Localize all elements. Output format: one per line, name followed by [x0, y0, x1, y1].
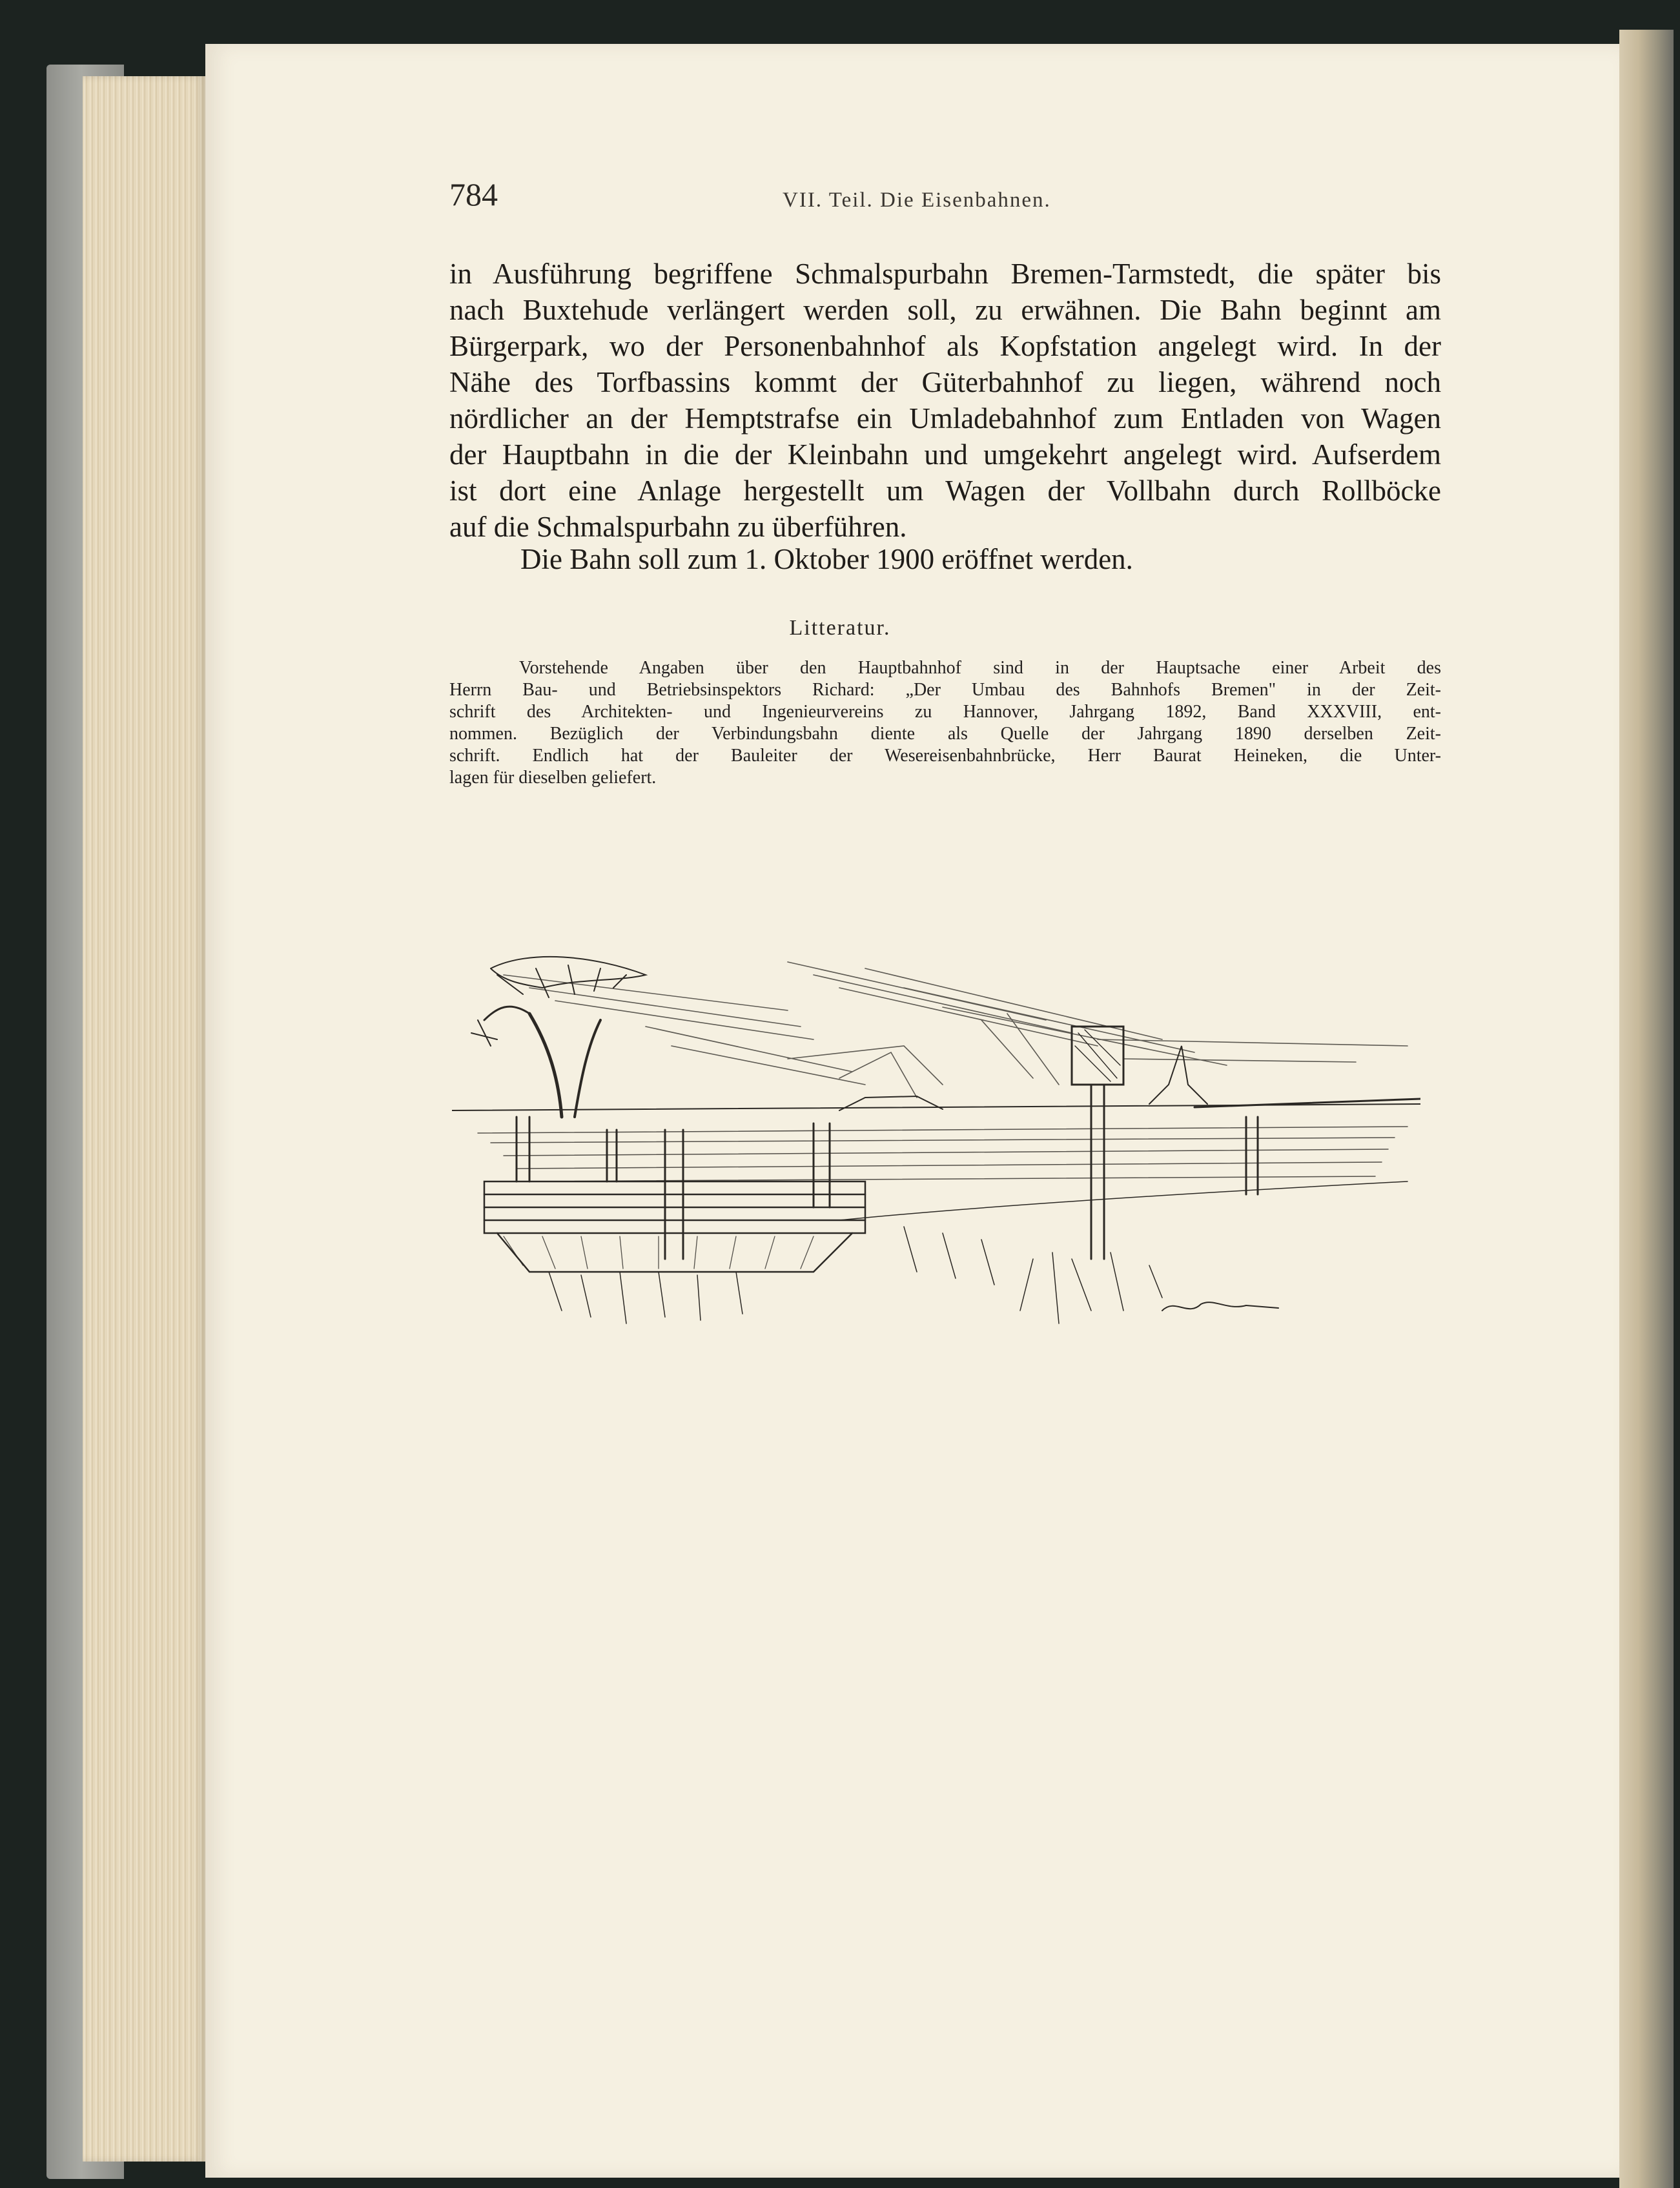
literature-line: lagen für dieselben geliefert.	[449, 768, 657, 788]
body-line: Bürgerpark, wo der Personenbahnhof als Kopfstation angelegt wird. In der	[449, 330, 1441, 362]
body-line: ist dort eine Anlage hergestellt um Wagen der Vollbahn durch Rollböcke	[449, 475, 1441, 507]
literature-line: Vorstehende Angaben über den Hauptbahnhof sind in der Hauptsache einer Arbeit des	[519, 658, 1441, 678]
literature-line: nommen. Bezüglich der Verbindungsbahn diente als Quelle der Jahrgang 1890 derselben Zeit-	[449, 724, 1441, 744]
running-head: VII. Teil. Die Eisenbahnen.	[783, 189, 1051, 212]
book-right-edge	[1619, 30, 1674, 2188]
closing-paragraph: Die Bahn soll zum 1. Oktober 1900 eröffnet werden.	[520, 543, 1133, 575]
body-line: nördlicher an der Hemptstrafse ein Umladebahnhof zum Entladen von Wagen	[449, 402, 1441, 435]
literature-line: schrift des Architekten- und Ingenieurvereins zu Hannover, Jahrgang 1892, Band XXXVIII, ent-	[449, 702, 1441, 722]
page-number: 784	[449, 176, 498, 212]
body-line: nach Buxtehude verlängert werden soll, zu erwähnen. Die Bahn beginnt am	[449, 294, 1441, 326]
body-line: auf die Schmalspurbahn zu überführen.	[449, 511, 907, 543]
body-line: in Ausführung begriffene Schmalspurbahn Bremen-Tarmstedt, die später bis	[449, 258, 1441, 290]
body-line: Nähe des Torfbassins kommt der Güterbahnhof zu liegen, während noch	[449, 366, 1441, 398]
harbour-illustration	[452, 949, 1420, 1349]
literature-line: Herrn Bau- und Betriebsinspektors Richard: „Der Umbau des Bahnhofs Bremen" in der Zeit-	[449, 680, 1441, 700]
body-line: der Hauptbahn in die der Kleinbahn und umgekehrt angelegt wird. Aufserdem	[449, 438, 1441, 471]
literature-heading: Litteratur.	[789, 616, 891, 640]
literature-line: schrift. Endlich hat der Bauleiter der Wesereisenbahnbrücke, Herr Baurat Heineken, die Unter-	[449, 746, 1441, 766]
book-page-edges	[83, 76, 205, 2162]
